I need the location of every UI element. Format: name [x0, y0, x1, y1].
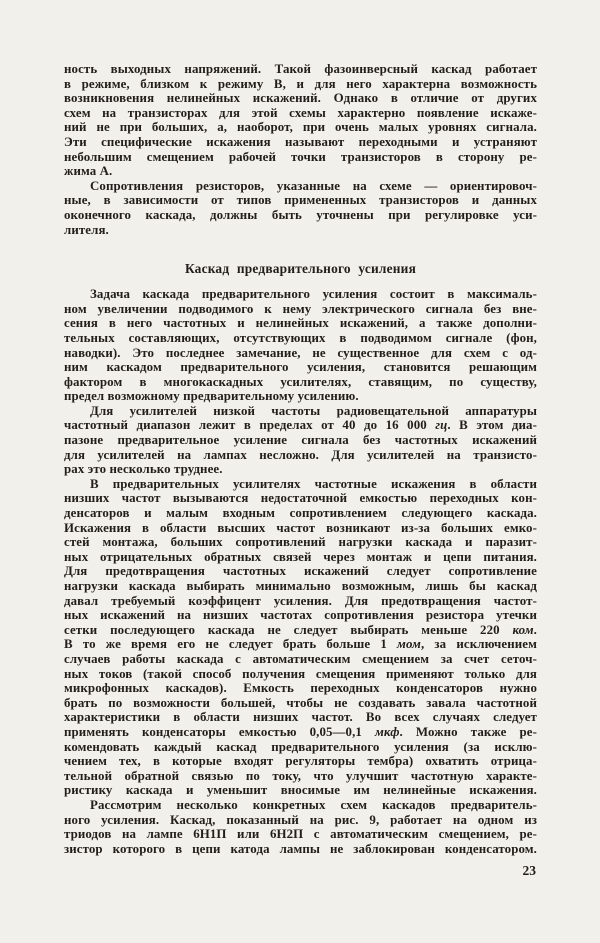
text-line: Задача каскада предварительного усиления состоит в максималь-	[90, 287, 537, 302]
text-line: рах это несколько труднее.	[64, 462, 223, 477]
text-line: В то же время его не следует брать больше 1 мом, за исключением	[64, 637, 537, 652]
section-heading: Каскад предварительного усиления	[184, 261, 417, 277]
text-line: Для усилителей низкой частоты радиовещательной аппаратуры	[90, 403, 537, 418]
text-line: схем на транзисторах для этой схемы характерно появление искаже-	[64, 105, 537, 120]
text-line: характеристики в области низших частот. Во всех случаях следует	[64, 710, 537, 725]
text-line: Сопротивления резисторов, указанные на схеме — ориентировоч-	[90, 178, 537, 193]
text-line: сетки последующего каскада не следует выбирать меньше 220 ком.	[64, 622, 537, 637]
text-line: наводки). Это последнее замечание, не существенное для схем с од-	[64, 345, 537, 360]
text-line: в режиме, близком к режиму В, и для него характерна возможность	[64, 76, 537, 91]
text-line: триодов на лампе 6Н1П или 6Н2П с автоматическим смещением, ре-	[64, 827, 537, 842]
page-number: 23	[522, 863, 536, 879]
text-line: оконечного каскада, должны быть уточнены при регулировке уси-	[64, 207, 537, 222]
text-line: лителя.	[64, 222, 109, 237]
text-line: брать по возможности большей, чтобы не создавать завала частотной	[64, 695, 537, 710]
text-line: Эти специфические искажения называют переходными и устраняют	[64, 134, 537, 149]
text-line: стей монтажа, больших сопротивлений нагрузки каскада и паразит-	[64, 535, 537, 550]
text-line: ний не при больших, а, наоборот, при очень малых уровнях сигнала.	[64, 120, 537, 135]
text-line: ним каскадом предварительного усиления, становится решающим	[64, 360, 537, 375]
text-line: ных отрицательных обратных связей через монтаж и цепи питания.	[64, 549, 537, 564]
text-line: ного усиления. Каскад, показанный на рис. 9, работает на одном из	[64, 812, 537, 827]
text-line: для усилителей на лампах несложно. Для усилителей на транзисто-	[64, 447, 537, 462]
text-line: давал требуемый коэффицент усиления. Для предотвращения частот-	[64, 593, 537, 608]
text-line: Для предотвращения частотных искажений следует сопротивление	[64, 564, 537, 579]
text-line: ристику каскада и уменьшит вносимые им нелинейные искажения.	[64, 783, 537, 798]
text-line: ном увеличении подводимого к нему электрического сигнала без вне-	[64, 301, 537, 316]
text-line: случаев работы каскада с автоматическим смещением за счет сеточ-	[64, 651, 537, 666]
text-line: частотный диапазон лежит в пределах от 40 до 16 000 гц. В этом диа-	[64, 418, 537, 433]
text-line: низших частот вызываются недостаточной емкостью переходных кон-	[64, 491, 537, 506]
text-line: Рассмотрим несколько конкретных схем каскадов предваритель-	[90, 797, 537, 812]
text-line: В предварительных усилителях частотные искажения в области	[90, 476, 537, 491]
text-line: тельной обратной связью по току, что улучшит частотную характе-	[64, 768, 537, 783]
text-line: нагрузки каскада выбирать минимально возможным, лишь бы каскад	[64, 579, 537, 593]
text-line: зистор которого в цепи катода лампы не заблокирован конденсатором.	[64, 841, 537, 856]
text-line: тельных составляющих, отсутствующих в подводимом сигнале (фон,	[64, 330, 537, 345]
text-line: Искажения в области высших частот возникают из-за больших емко-	[64, 520, 537, 535]
text-line: чением тех, в которые входят регуляторы тембра) охватить отрица-	[64, 754, 537, 769]
text-line: применять конденсаторы емкостью 0,05—0,1 мкф. Можно также ре-	[64, 724, 538, 739]
text-line: ность выходных напряжений. Такой фазоинверсный каскад работает	[64, 62, 537, 76]
text-line: небольшим смещением рабочей точки транзисторов в сторону ре-	[64, 149, 537, 164]
text-line: предел возможному предварительному усилению.	[64, 389, 359, 404]
text-line: ные, в зависимости от типов примененных транзисторов и данных	[64, 193, 537, 208]
text-line: микрофонных каскадов). Емкость переходных конденсаторов нужно	[64, 681, 537, 696]
text-line: ных искажений на низших частотах сопротивления резистора утечки	[64, 608, 537, 623]
text-line: сения в него частотных и нелинейных искажений, а также дополни-	[64, 316, 537, 331]
text-column	[64, 62, 537, 878]
text-line: комендовать каждый каскад предварительного усиления (за исклю-	[64, 739, 537, 754]
text-line: возникновения нелинейных искажений. Однако в отличие от других	[64, 91, 537, 106]
text-line: фактором в многокаскадных усилителях, ставящим, по существу,	[64, 374, 537, 389]
text-line: денсаторов и малым входным сопротивлением следующего каскада.	[64, 506, 537, 521]
text-line: пазоне предварительное усиление сигнала без частотных искажений	[64, 433, 537, 448]
text-line: жима А.	[64, 164, 113, 179]
text-line: ных токов (такой способ получения смещения применяют только для	[64, 666, 537, 681]
